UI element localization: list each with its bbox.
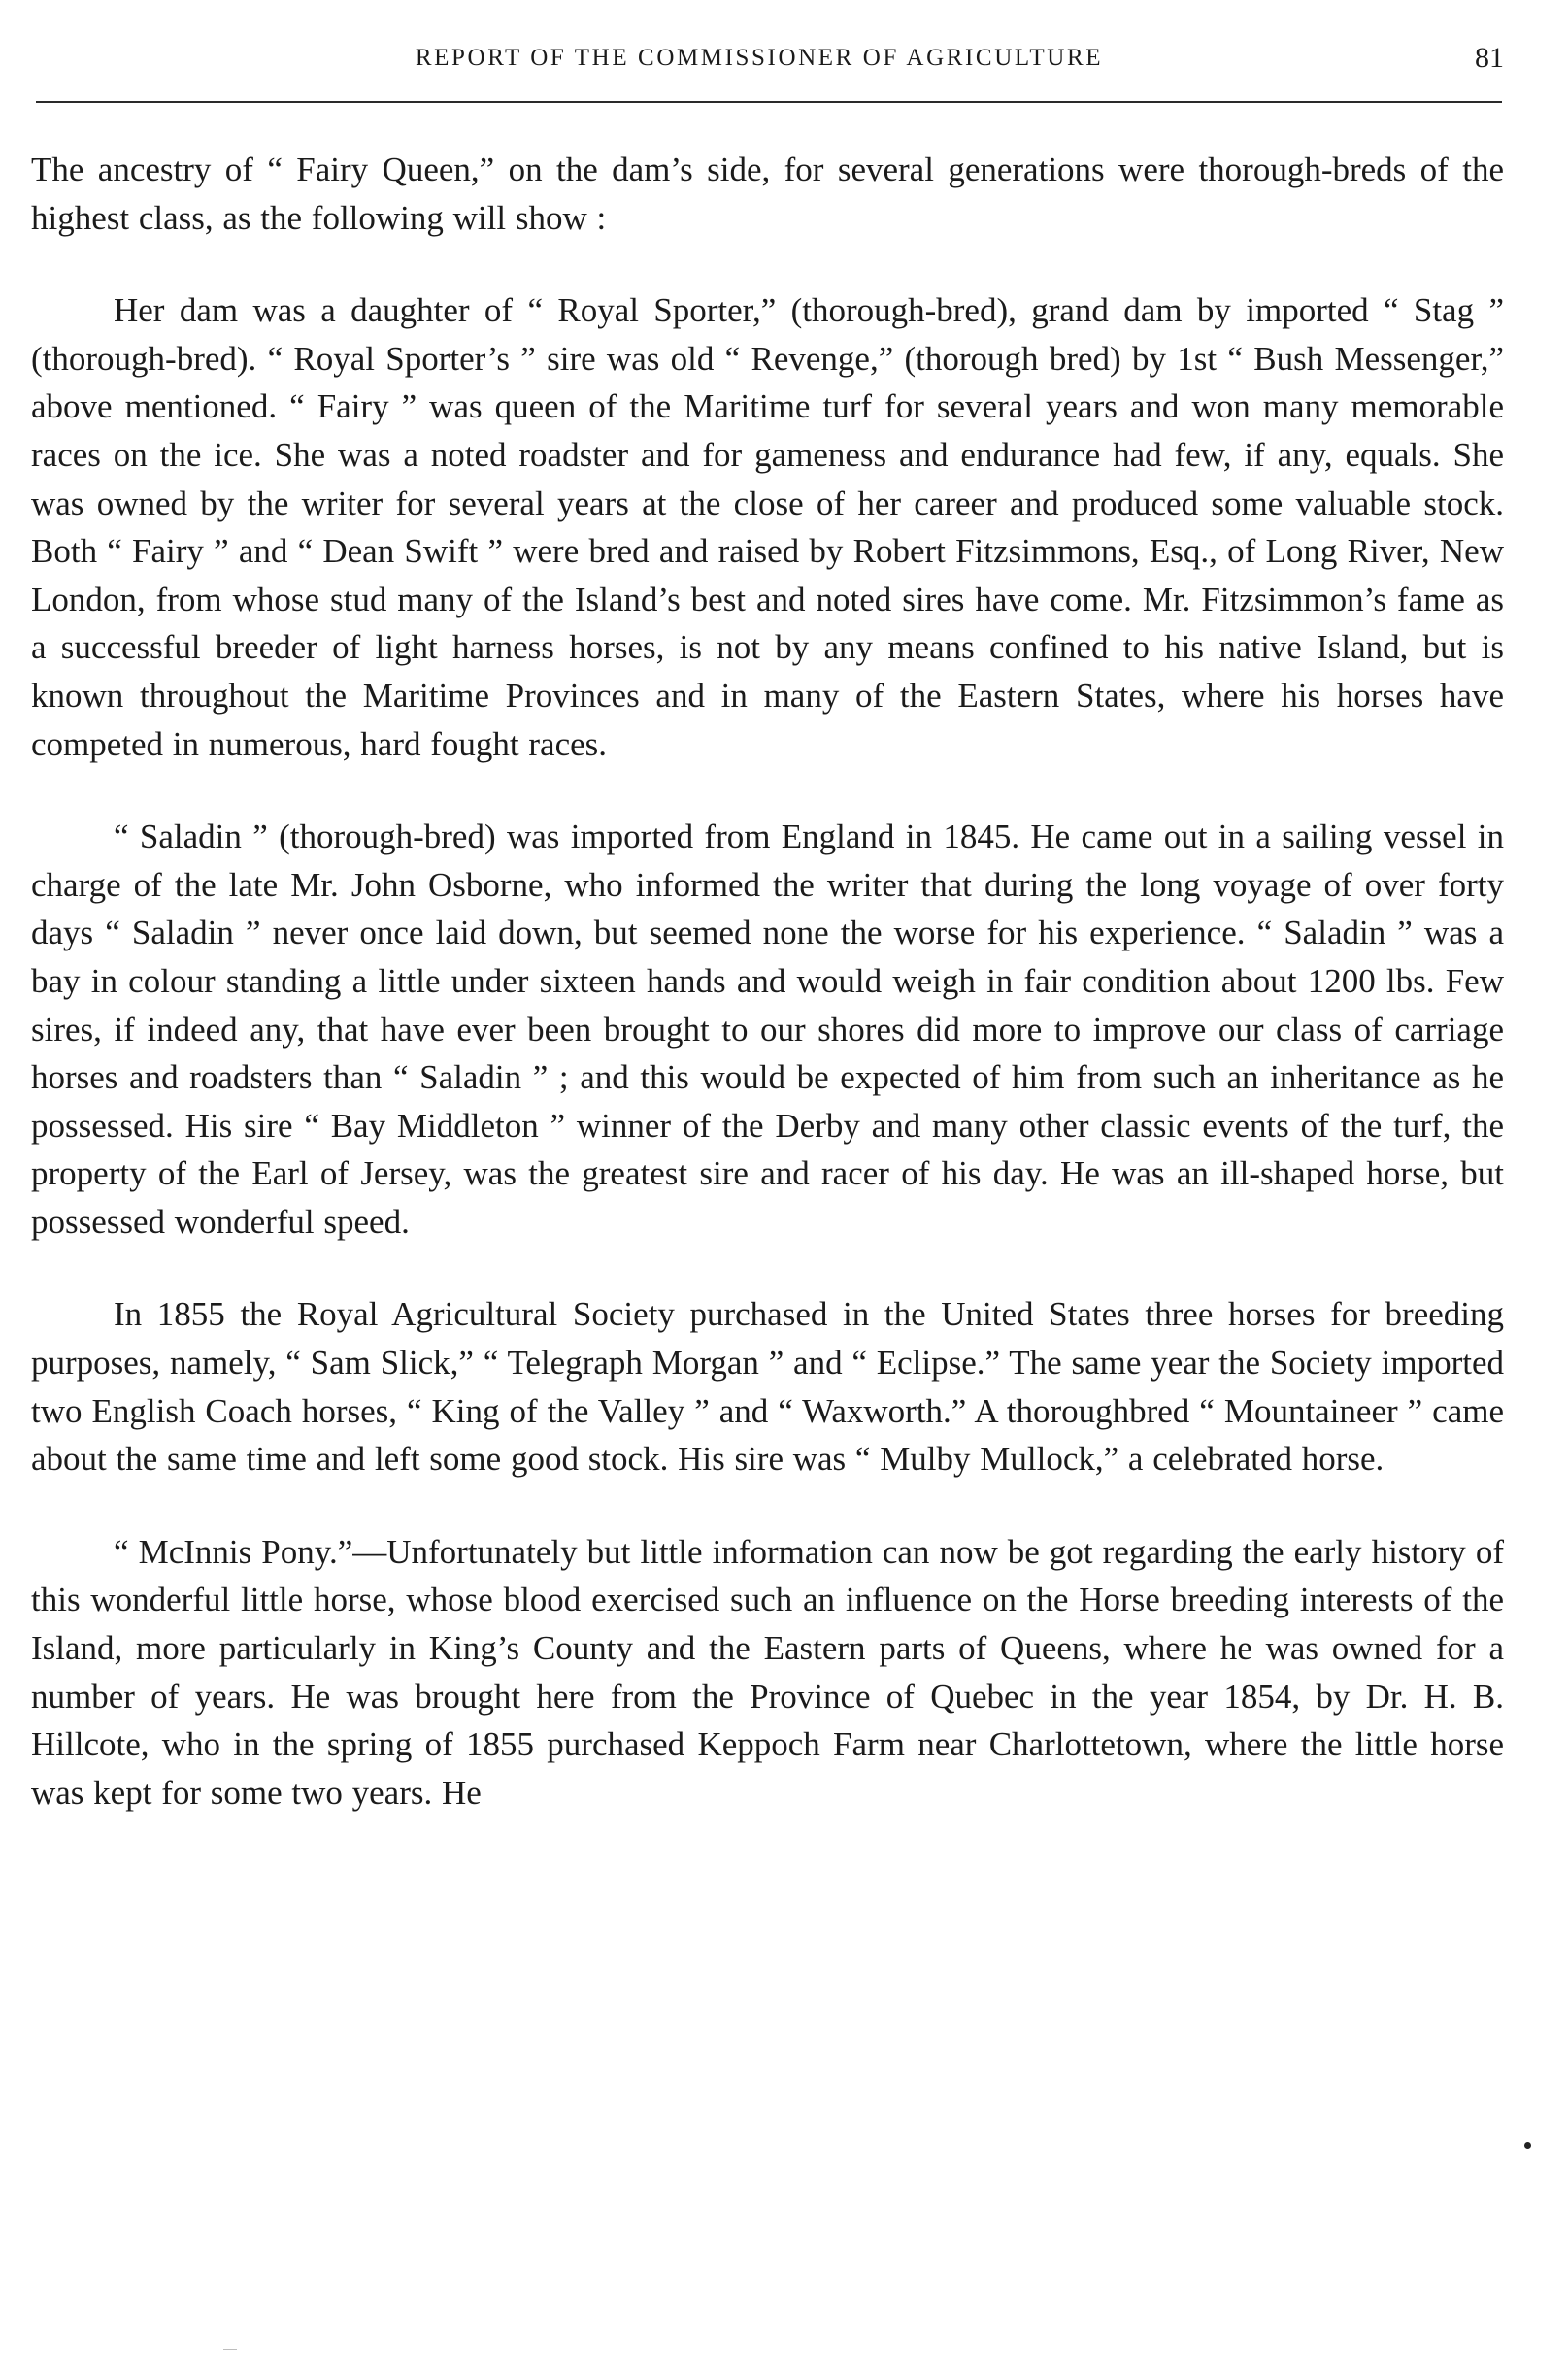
paragraph-1855-purchase: In 1855 the Royal Agricultural Society purchased in the United States three horses for breeding purposes, namely, “ Sam Slick,” “ Telegraph Morgan ” and “ Eclipse.” The same year the Society imported two English Coach horses, “ King of the Valley ” and “ Waxworth.” A thoroughbred “ Mountaineer ” came about the same time and left some good stock. His sire was “ Mulby Mullock,” a celebrated horse. bbox=[31, 1295, 1504, 1479]
document-page bbox=[31, 0, 1504, 2366]
running-title: REPORT OF THE COMMISSIONER OF AGRICULTURE bbox=[415, 45, 1104, 71]
paragraph-her-dam: Her dam was a daughter of “ Royal Sporter,” (thorough-bred), grand dam by imported “ Stag ” (thorough-bred). “ Royal Sporter’s ” sire was old “ Revenge,” (thorough bred) by 1st “ Bush Messenger,” above mentioned. “ Fairy ” was queen of the Maritime turf for several years and won many memorable races on the ice. She was a noted roadster and for gameness and endurance had few, if any, equals. She was owned by the writer for several years at the close of her career and produced some valuable stock. Both “ Fairy ” and “ Dean Swift ” were bred and raised by Robert Fitzsimmons, Esq., of Long River, New London, from whose stud many of the Island’s best and noted sires have come. Mr. Fitzsimmon’s fame as a successful breeder of light harness horses, is not by any means confined to his native Island, but is known throughout the Maritime Provinces and in many of the Eastern States, where his horses have competed in numerous, hard fought races. bbox=[31, 291, 1504, 763]
body-text bbox=[31, 146, 1504, 1816]
running-header bbox=[31, 37, 1504, 80]
bottom-page-mark bbox=[223, 2349, 237, 2350]
paragraph-fairy-queen-ancestry: The ancestry of “ Fairy Queen,” on the dam’s side, for several generations were thorough-breds of the highest class, as the following will show : bbox=[31, 150, 1504, 237]
header-rule bbox=[36, 101, 1502, 103]
paragraph-saladin: “ Saladin ” (thorough-bred) was imported from England in 1845. He came out in a sailing vessel in charge of the late Mr. John Osborne, who informed the writer that during the long voyage of over forty days “ Saladin ” never once laid down, but seemed none the worse for his experience. “ Saladin ” was a bay in colour standing a little under sixteen hands and would weigh in fair condition about 1200 lbs. Few sires, if indeed any, that have ever been brought to our shores did more to improve our class of carriage horses and roadsters than “ Saladin ” ; and this would be expected of him from such an inheritance as he possessed. His sire “ Bay Middleton ” winner of the Derby and many other classic events of the turf, the property of the Earl of Jersey, was the greatest sire and racer of his day. He was an ill-shaped horse, but possessed wonderful speed. bbox=[31, 817, 1504, 1241]
page-number: 81 bbox=[1475, 42, 1504, 74]
paragraph-mcinnis-pony: “ McInnis Pony.”—Unfortunately but little information can now be got regarding the early history of this wonderful little horse, whose blood exercised such an influence on the Horse breeding interests of the Island, more particularly in King’s County and the Eastern parts of Queens, where he was owned for a number of years. He was brought here from the Province of Quebec in the year 1854, by Dr. H. B. Hillcote, who in the spring of 1855 purchased Keppoch Farm near Charlottetown, where the little horse was kept for some two years. He bbox=[31, 1532, 1504, 1812]
margin-mark bbox=[1524, 2142, 1531, 2149]
